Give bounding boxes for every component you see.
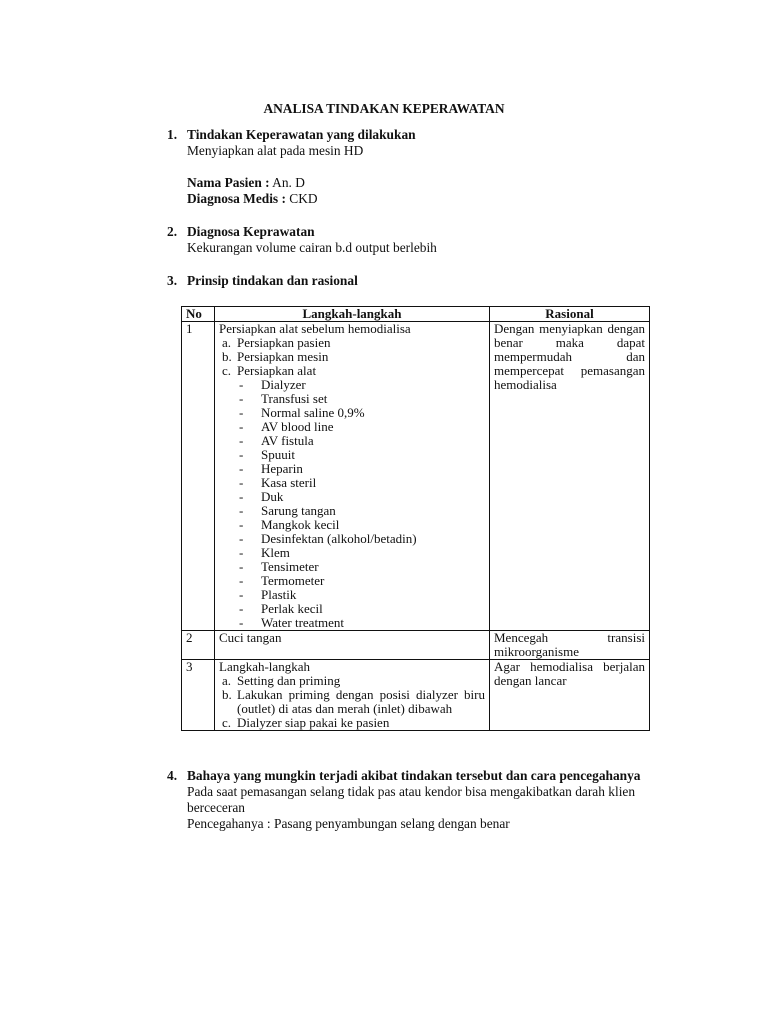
step-text: Persiapkan alat sebelum hemodialisa [219, 321, 411, 336]
equipment-item: - Mangkok kecil [239, 517, 340, 532]
medical-diagnosis-value: CKD [285, 191, 318, 206]
equipment-item: - Plastik [239, 587, 297, 602]
equipment-item: - Normal saline 0,9% [239, 405, 365, 420]
row-number: 2 [182, 631, 215, 660]
substep-item: a. Setting dan priming [222, 673, 341, 688]
table-row [182, 660, 650, 731]
row-rationale: Mencegah transisi mikroorganisme [490, 631, 650, 660]
column-header-no: No [182, 307, 215, 322]
section-1 [167, 127, 667, 207]
section-4-heading [167, 768, 661, 784]
row-rationale: Dengan menyiapkan dengan benar maka dapat mempermudah dan mempercepat pemasangan hemodialisa [490, 322, 650, 631]
substep-item: c. Persiapkan alat [222, 363, 317, 378]
table-row [182, 631, 650, 660]
section-4-prevention: Pencegahanya : Pasang penyambungan selang dengan benar [187, 816, 510, 831]
equipment-item: - Klem [239, 545, 290, 560]
patient-name-label: Nama Pasien : [187, 175, 270, 190]
substep-item: b. Lakukan priming dengan posisi dialyzer biru (outlet) di atas dan merah (inlet) dibawah [222, 687, 485, 716]
section-1-text: Menyiapkan alat pada mesin HD [187, 143, 364, 158]
patient-name-value: An. D [269, 175, 305, 190]
column-header-rationale: Rasional [490, 307, 650, 322]
row-steps: Cuci tangan [215, 631, 490, 660]
section-3-title: Prinsip tindakan dan rasional [187, 273, 358, 288]
section-1-title: Tindakan Keperawatan yang dilakukan [187, 127, 416, 142]
section-3 [167, 273, 667, 289]
section-2-number: 2. [167, 224, 178, 239]
equipment-item: - Heparin [239, 461, 303, 476]
equipment-item: - Sarung tangan [239, 503, 336, 518]
equipment-item: - AV blood line [239, 419, 334, 434]
substep-item: c. Dialyzer siap pakai ke pasien [222, 715, 390, 730]
equipment-item: - Desinfektan (alkohol/betadin) [239, 531, 417, 546]
section-1-number: 1. [167, 127, 178, 142]
medical-diagnosis-label: Diagnosa Medis : [187, 191, 286, 206]
row-steps [215, 660, 490, 731]
equipment-item: - Transfusi set [239, 391, 328, 406]
equipment-item: - Termometer [239, 573, 325, 588]
table-header-row [182, 307, 650, 322]
section-2-text: Kekurangan volume cairan b.d output berlebih [187, 240, 437, 255]
document-title: ANALISA TINDAKAN KEPERAWATAN [263, 101, 505, 116]
section-2-title: Diagnosa Keprawatan [187, 224, 315, 239]
section-4 [167, 768, 661, 832]
substep-item: b. Persiapkan mesin [222, 349, 329, 364]
section-4-number: 4. [167, 768, 178, 783]
section-3-heading [167, 273, 667, 289]
section-2 [167, 224, 667, 256]
row-number: 1 [182, 322, 215, 631]
equipment-item: - Perlak kecil [239, 601, 323, 616]
equipment-item: - Dialyzer [239, 377, 306, 392]
step-text: Langkah-langkah [219, 659, 310, 674]
medical-diagnosis-line [187, 191, 667, 207]
section-2-heading [167, 224, 667, 240]
table-row [182, 322, 650, 631]
equipment-item: - Spuuit [239, 447, 295, 462]
row-steps [215, 322, 490, 631]
patient-name-line [187, 175, 667, 191]
section-3-number: 3. [167, 273, 178, 288]
principle-table [181, 306, 650, 731]
equipment-item: - Kasa steril [239, 475, 317, 490]
section-4-title: Bahaya yang mungkin terjadi akibat tindakan tersebut dan cara pencegahanya [187, 768, 641, 783]
equipment-list [219, 378, 485, 630]
section-4-text: Pada saat pemasangan selang tidak pas atau kendor bisa mengakibatkan darah klien berceceran [187, 784, 636, 815]
substep-item: a. Persiapkan pasien [222, 335, 331, 350]
equipment-item: - Tensimeter [239, 559, 319, 574]
section-1-heading [167, 127, 667, 143]
row-rationale: Agar hemodialisa berjalan dengan lancar [490, 660, 650, 731]
equipment-item: - AV fistula [239, 433, 314, 448]
row-number: 3 [182, 660, 215, 731]
equipment-item: - Water treatment [239, 615, 345, 630]
equipment-item: - Duk [239, 489, 284, 504]
column-header-steps: Langkah-langkah [215, 307, 490, 322]
